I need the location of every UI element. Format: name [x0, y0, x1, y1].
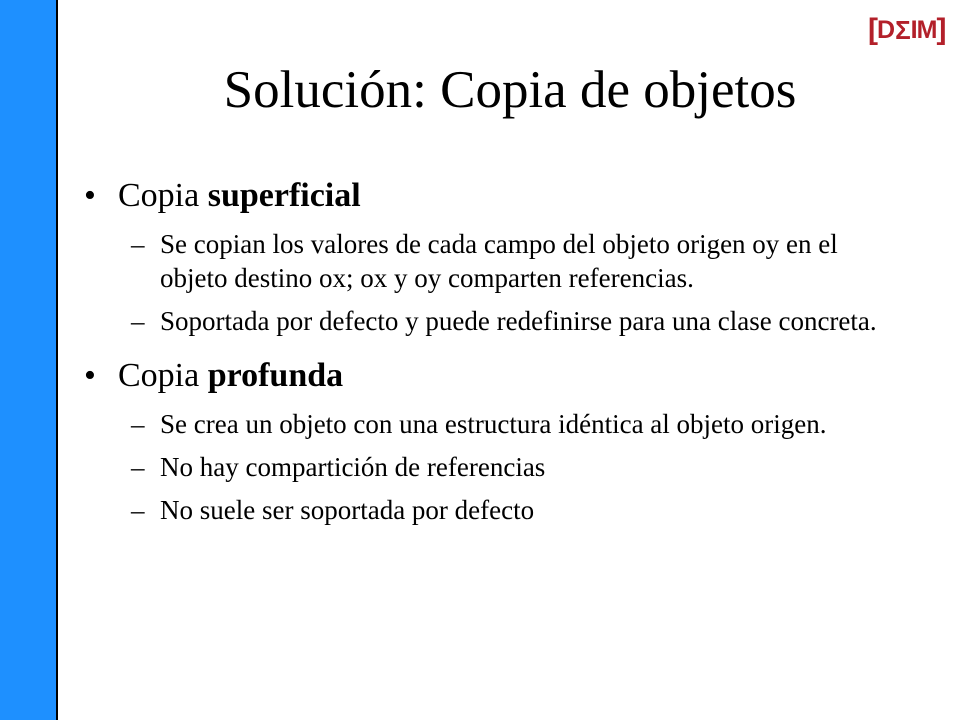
logo-bracket-close: ] — [936, 13, 946, 46]
bullet-item-2 — [84, 351, 884, 401]
sub-item-1-1-text: Se copian los valores de cada campo del objeto origen oy en el objeto destino ox; ox y oy comparten referencias. — [160, 229, 838, 293]
slide-title: Solución: Copia de objetos — [223, 61, 797, 119]
bullet-item-1 — [84, 171, 884, 221]
logo-bracket-open: [ — [868, 13, 877, 46]
logo-letter-d: D — [877, 16, 895, 44]
dash-icon: – — [131, 229, 145, 259]
sub-item-1-2-text: Soportada por defecto y puede redefinirse para una clase concreta. — [160, 306, 877, 336]
sub-item-1-1 — [84, 227, 884, 295]
bullet-item-1-bold: superficial — [207, 177, 361, 214]
dash-icon: – — [131, 495, 145, 525]
sub-item-1-2 — [84, 304, 884, 338]
sub-item-2-3-text: No suele ser soportada por defecto — [160, 495, 535, 525]
bullet-icon: • — [84, 357, 96, 394]
bullet-item-2-prefix: Copia — [118, 357, 208, 394]
dash-icon: – — [131, 452, 145, 482]
sub-item-2-2-text: No hay compartición de referencias — [160, 452, 546, 482]
dash-icon: – — [131, 409, 145, 439]
logo-letters-im: IM — [910, 16, 937, 44]
logo-sigma: Σ — [895, 15, 910, 45]
bullet-item-2-bold: profunda — [207, 357, 344, 394]
sub-item-2-1-text: Se crea un objeto con una estructura idéntica al objeto origen. — [160, 409, 827, 439]
sub-item-2-3 — [84, 493, 884, 527]
dash-icon: – — [131, 306, 145, 336]
bullet-item-1-prefix: Copia — [118, 177, 208, 214]
side-bar — [0, 0, 58, 720]
slide-content — [84, 171, 884, 536]
bullet-icon: • — [84, 177, 96, 214]
dsim-logo — [868, 13, 946, 46]
sub-item-2-2 — [84, 450, 884, 484]
sub-item-2-1 — [84, 407, 884, 441]
